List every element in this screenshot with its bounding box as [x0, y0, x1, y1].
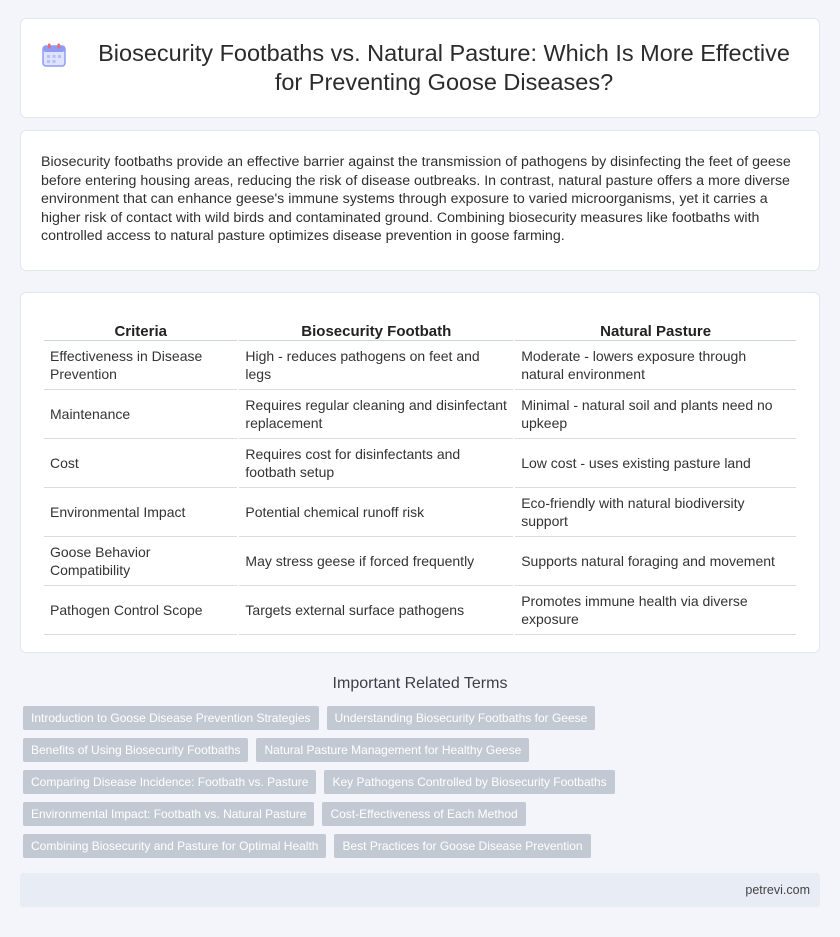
- header-pasture: Natural Pasture: [515, 313, 796, 341]
- criteria-cell: Maintenance: [44, 390, 237, 439]
- header-footbath: Biosecurity Footbath: [239, 313, 513, 341]
- footbath-cell: High - reduces pathogens on feet and legs: [239, 341, 513, 390]
- criteria-cell: Cost: [44, 439, 237, 488]
- criteria-cell: Environmental Impact: [44, 488, 237, 537]
- intro-paragraph: Biosecurity footbaths provide an effective barrier against the transmission of pathogens by disinfecting the feet of geese before entering housing areas, reducing the risk of disease outbreaks. In contrast, natural pasture offers a more diverse environment that can enhance geese's immune systems through exposure to varied microorganisms, yet it carries a higher risk of contact with wild birds and contaminated ground. Combining biosecurity measures like footbaths with controlled access to natural pasture optimizes disease prevention in goose farming.: [41, 154, 791, 245]
- table-row: [44, 586, 796, 635]
- footbath-cell: May stress geese if forced frequently: [239, 537, 513, 586]
- table-row: [44, 537, 796, 586]
- footbath-cell: Potential chemical runoff risk: [239, 488, 513, 537]
- related-term-tag[interactable]: Combining Biosecurity and Pasture for Optimal Health: [23, 834, 326, 858]
- footbath-cell: Targets external surface pathogens: [239, 586, 513, 635]
- related-term-tag[interactable]: Cost-Effectiveness of Each Method: [322, 802, 525, 826]
- related-term-tag[interactable]: Key Pathogens Controlled by Biosecurity Footbaths: [324, 770, 614, 794]
- related-term-tag[interactable]: Environmental Impact: Footbath vs. Natural Pasture: [23, 802, 314, 826]
- related-terms-list: [23, 706, 823, 866]
- footbath-cell: Requires cost for disinfectants and footbath setup: [239, 439, 513, 488]
- related-term-tag[interactable]: Benefits of Using Biosecurity Footbaths: [23, 738, 248, 762]
- table-row: [44, 439, 796, 488]
- related-term-tag[interactable]: Understanding Biosecurity Footbaths for Geese: [327, 706, 596, 730]
- calendar-icon: [41, 42, 67, 68]
- comparison-table: [42, 313, 798, 635]
- criteria-cell: Goose Behavior Compatibility: [44, 537, 237, 586]
- title-card: [20, 18, 820, 118]
- criteria-cell: Effectiveness in Disease Prevention: [44, 341, 237, 390]
- footer-site-link[interactable]: petrevi.com: [745, 883, 810, 897]
- pasture-cell: Supports natural foraging and movement: [515, 537, 796, 586]
- table-row: [44, 390, 796, 439]
- pasture-cell: Minimal - natural soil and plants need no upkeep: [515, 390, 796, 439]
- table-header-row: [44, 313, 796, 341]
- pasture-cell: Low cost - uses existing pasture land: [515, 439, 796, 488]
- related-term-tag[interactable]: Natural Pasture Management for Healthy Geese: [256, 738, 529, 762]
- footbath-cell: Requires regular cleaning and disinfectant replacement: [239, 390, 513, 439]
- related-term-tag[interactable]: Introduction to Goose Disease Prevention Strategies: [23, 706, 319, 730]
- intro-card: [20, 130, 820, 271]
- pasture-cell: Promotes immune health via diverse exposure: [515, 586, 796, 635]
- related-term-tag[interactable]: Best Practices for Goose Disease Prevention: [334, 834, 590, 858]
- pasture-cell: Eco-friendly with natural biodiversity support: [515, 488, 796, 537]
- table-row: [44, 488, 796, 537]
- page-title: Biosecurity Footbaths vs. Natural Pasture: Which Is More Effective for Preventing Goose Diseases?: [98, 40, 790, 95]
- related-terms-heading: Important Related Terms: [332, 675, 508, 692]
- comparison-table-card: [20, 292, 820, 653]
- criteria-cell: Pathogen Control Scope: [44, 586, 237, 635]
- related-term-tag[interactable]: Comparing Disease Incidence: Footbath vs. Pasture: [23, 770, 316, 794]
- header-criteria: Criteria: [44, 313, 237, 341]
- table-row: [44, 341, 796, 390]
- pasture-cell: Moderate - lowers exposure through natural environment: [515, 341, 796, 390]
- footer: [20, 873, 820, 907]
